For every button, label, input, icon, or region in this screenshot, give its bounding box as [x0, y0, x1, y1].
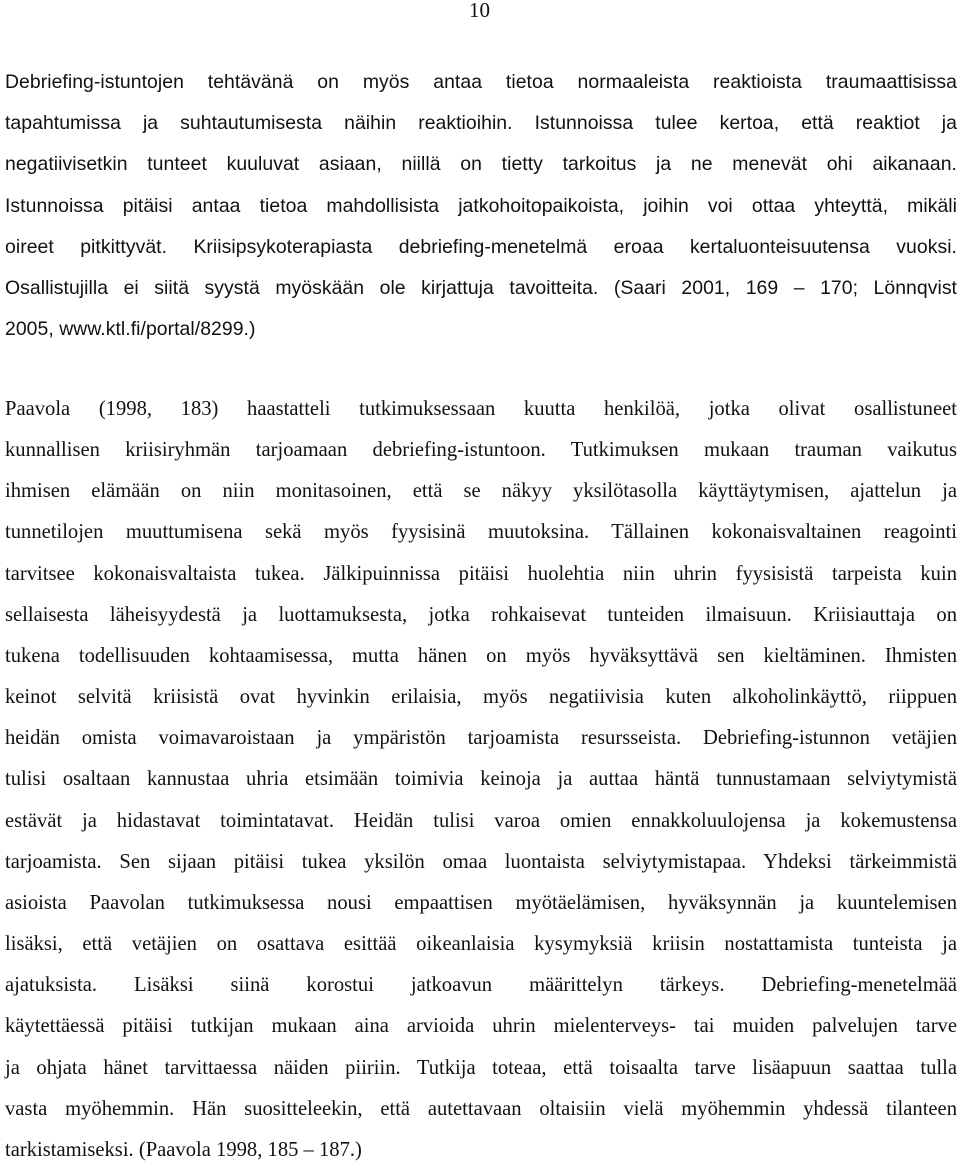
paragraph-line: oireet pitkittyvät. Kriisipsykoterapiasta debriefing-menetelmä eroaa kertaluonteisuutensa vuoksi.	[5, 235, 957, 258]
paragraph-line: käytettäessä pitäisi tutkijan mukaan aina arvioida uhrin mielenterveys- tai muiden palvelujen tarve	[5, 1015, 957, 1038]
paragraph-line: ajatuksista. Lisäksi siinä korostui jatkoavun määrittelyn tärkeys. Debriefing-menetelmää	[5, 974, 957, 997]
paragraph-line: Istunnoissa pitäisi antaa tietoa mahdollisista jatkohoitopaikoista, joihin voi ottaa yhteyttä, mikäli	[5, 194, 957, 217]
paragraph-line: tunnetilojen muuttumisena sekä myös fyysisinä muutoksina. Tällainen kokonaisvaltainen reagointi	[5, 521, 957, 544]
paragraph-line: kunnallisen kriisiryhmän tarjoamaan debriefing-istuntoon. Tutkimuksen mukaan trauman vaikutus	[5, 439, 957, 462]
paragraph-line: ja ohjata hänet tarvittaessa näiden piiriin. Tutkija toteaa, että toisaalta tarve lisäapuun saattaa tulla	[5, 1056, 957, 1079]
paragraph-line: tarvitsee kokonaisvaltaista tukea. Jälkipuinnissa pitäisi huolehtia niin uhrin fyysisistä tarpeista kuin	[5, 562, 957, 585]
paragraph-line: tarkistamiseksi. (Paavola 1998, 185 – 187.)	[5, 1138, 362, 1161]
paragraph-line: estävät ja hidastavat toimintatavat. Heidän tulisi varoa omien ennakkoluulojensa ja kokemustensa	[5, 809, 957, 832]
paragraph-line: Paavola (1998, 183) haastatteli tutkimuksessaan kuutta henkilöä, jotka olivat osallistuneet	[5, 398, 957, 420]
paragraph-1	[5, 62, 957, 350]
paragraph-line: lisäksi, että vetäjien on osattava esittää oikeanlaisia kysymyksiä kriisin nostattamista tunteista ja	[5, 933, 957, 956]
paragraph-line: Osallistujilla ei siitä syystä myöskään ole kirjattuja tavoitteita. (Saari 2001, 169 – 170; Lönnqvist	[5, 277, 957, 300]
paragraph-line: asioista Paavolan tutkimuksessa nousi empaattisen myötäelämisen, hyväksynnän ja kuuntelemisen	[5, 891, 957, 914]
paragraph-line: sellaisesta läheisyydestä ja luottamuksesta, jotka rohkaisevat tunteiden ilmaisuun. Kriisiauttaja on	[5, 603, 957, 626]
paragraph-line: vasta myöhemmin. Hän suositteleekin, että autettavaan oltaisiin vielä myöhemmin yhdessä tilanteen	[5, 1097, 957, 1120]
paragraph-line: 2005, www.ktl.fi/portal/8299.)	[5, 318, 256, 341]
paragraph-line: tukena todellisuuden kohtaamisessa, mutta hänen on myös hyväksyttävä sen kieltäminen. Ihmisten	[5, 644, 957, 667]
paragraph-line: negatiivisetkin tunteet kuuluvat asiaan, niillä on tietty tarkoitus ja ne menevät ohi aikanaan.	[5, 153, 957, 176]
paragraph-line: heidän omista voimavaroistaan ja ympäristön tarjoamista resursseista. Debriefing-istunnon vetäjien	[5, 727, 957, 750]
paragraph-line: tulisi osaltaan kannustaa uhria etsimään toimivia keinoja ja auttaa häntä tunnustamaan selviytymistä	[5, 768, 957, 791]
paragraph-line: ihmisen elämään on niin monitasoinen, että se näkyy yksilötasolla käyttäytymisen, ajattelun ja	[5, 480, 957, 503]
paragraph-line: Debriefing-istuntojen tehtävänä on myös antaa tietoa normaaleista reaktioista traumaattisissa	[5, 71, 957, 93]
paragraph-2	[5, 389, 957, 1171]
page-number: 10	[469, 0, 490, 22]
paragraph-line: tapahtumissa ja suhtautumisesta näihin reaktioihin. Istunnoissa tulee kertoa, että reaktiot ja	[5, 112, 957, 135]
paragraph-line: keinot selvitä kriisistä ovat hyvinkin erilaisia, myös negatiivisia kuten alkoholinkäyttö, riippuen	[5, 686, 957, 709]
paragraph-line: tarjoamista. Sen sijaan pitäisi tukea yksilön omaa luontaista selviytymistapaa. Yhdeksi tärkeimmistä	[5, 850, 957, 873]
